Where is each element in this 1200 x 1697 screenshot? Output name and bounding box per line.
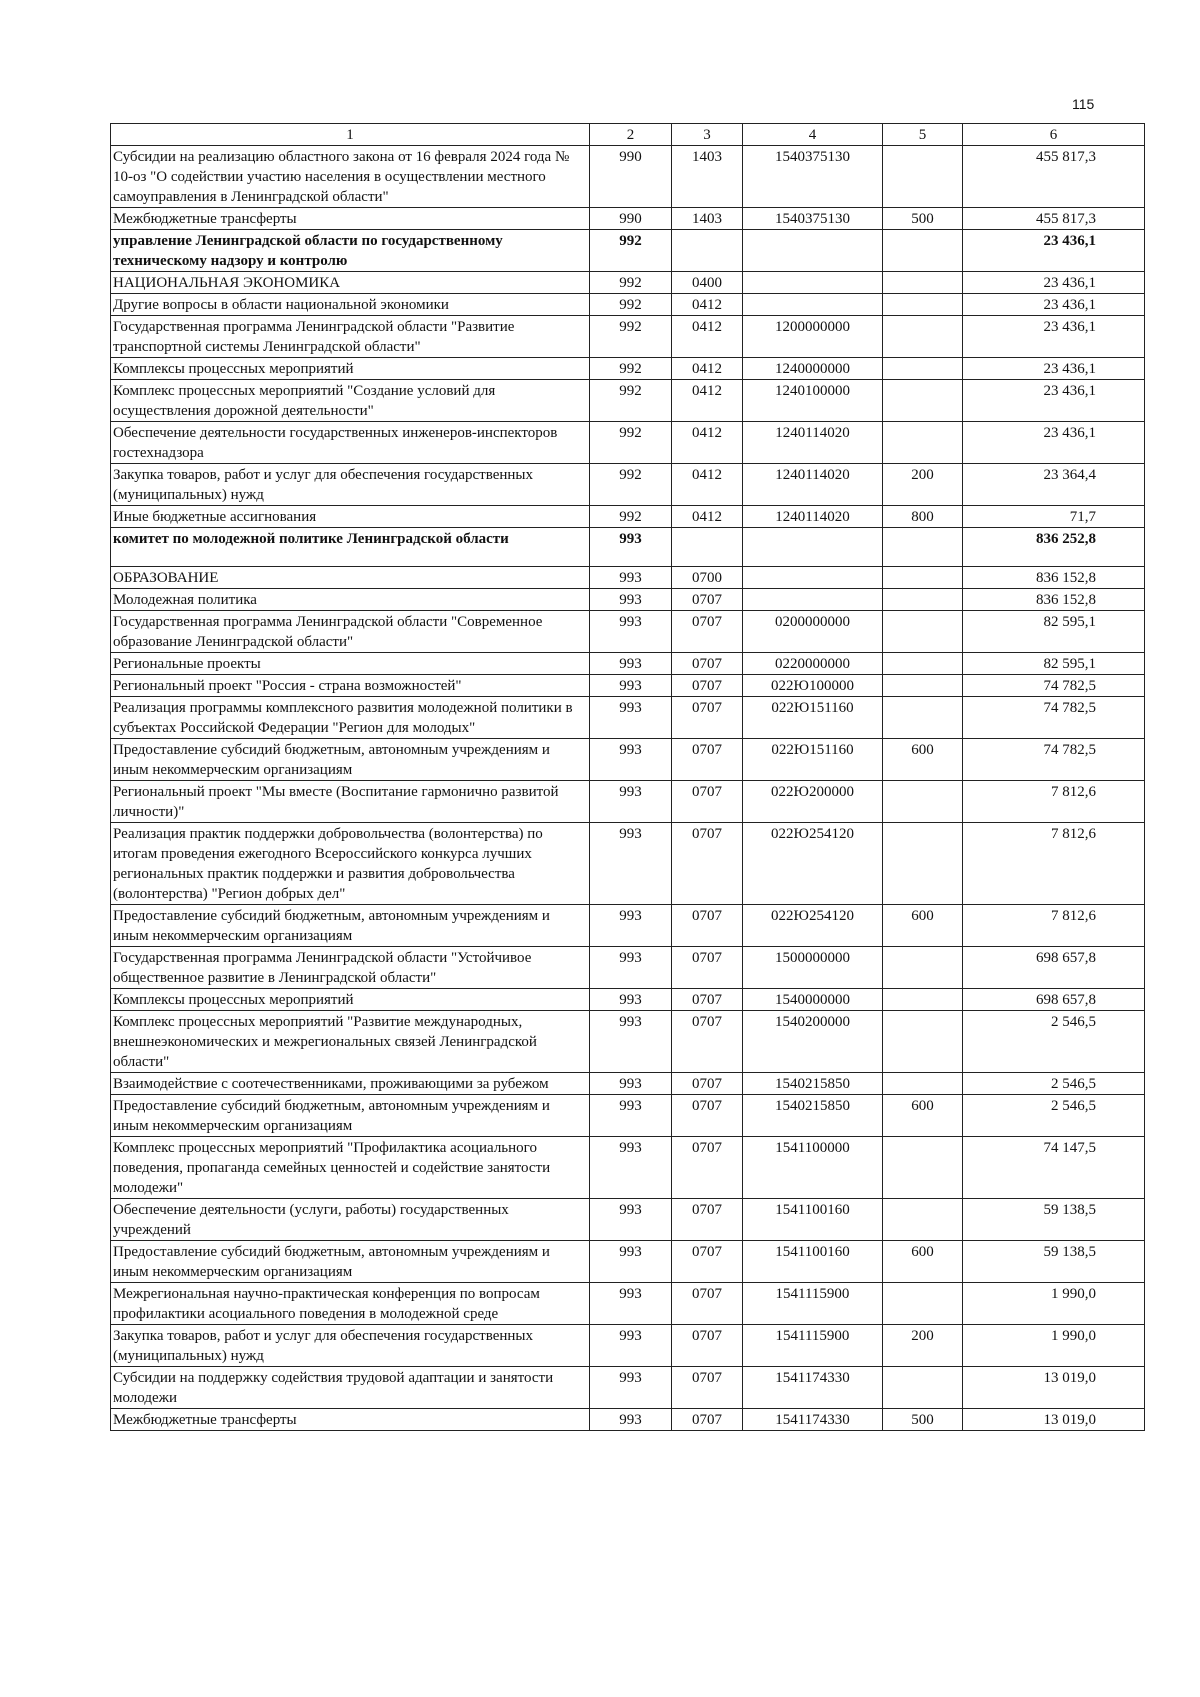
row-admin-code-cell: 992 (590, 422, 672, 464)
row-amount-cell: 71,7 (963, 506, 1145, 528)
row-target-code-cell: 1541100160 (743, 1241, 883, 1283)
row-amount-cell: 13 019,0 (963, 1367, 1145, 1409)
row-expense-type-cell (883, 1283, 963, 1325)
table-row (111, 316, 1145, 358)
row-target-code-cell: 1540215850 (743, 1095, 883, 1137)
row-admin-code-cell: 993 (590, 1409, 672, 1431)
row-name-cell: Субсидии на реализацию областного закона от 16 февраля 2024 года № 10-оз "О содействии участию населения в осуществлении местного самоуправления в Ленинградской области" (111, 146, 590, 208)
row-section-code-cell: 0707 (672, 1241, 743, 1283)
row-expense-type-cell (883, 589, 963, 611)
row-expense-type-cell (883, 146, 963, 208)
table-row (111, 1073, 1145, 1095)
row-name-cell: Закупка товаров, работ и услуг для обеспечения государственных (муниципальных) нужд (111, 1325, 590, 1367)
row-name-cell: Межбюджетные трансферты (111, 1409, 590, 1431)
row-amount-cell: 23 436,1 (963, 316, 1145, 358)
row-target-code-cell: 1540200000 (743, 1011, 883, 1073)
table-row (111, 1241, 1145, 1283)
row-target-code-cell: 1541174330 (743, 1409, 883, 1431)
row-expense-type-cell (883, 781, 963, 823)
row-name-cell: Взаимодействие с соотечественниками, проживающими за рубежом (111, 1073, 590, 1095)
row-admin-code-cell: 993 (590, 611, 672, 653)
row-amount-cell: 1 990,0 (963, 1325, 1145, 1367)
row-target-code-cell: 022Ю254120 (743, 905, 883, 947)
row-amount-cell: 74 147,5 (963, 1137, 1145, 1199)
row-name-cell: Комплекс процессных мероприятий "Развитие международных, внешнеэкономических и межрегиональных связей Ленинградской области" (111, 1011, 590, 1073)
row-amount-cell: 836 152,8 (963, 589, 1145, 611)
row-name-cell: Региональный проект "Россия - страна возможностей" (111, 675, 590, 697)
row-admin-code-cell: 992 (590, 358, 672, 380)
row-expense-type-cell: 600 (883, 1241, 963, 1283)
row-amount-cell: 2 546,5 (963, 1073, 1145, 1095)
row-name-cell: Другие вопросы в области национальной экономики (111, 294, 590, 316)
table-row (111, 528, 1145, 567)
row-admin-code-cell: 993 (590, 1095, 672, 1137)
row-amount-cell: 1 990,0 (963, 1283, 1145, 1325)
page-number: 115 (1072, 96, 1095, 112)
row-name-cell: Предоставление субсидий бюджетным, автономным учреждениям и иным некоммерческим организациям (111, 905, 590, 947)
row-amount-cell: 455 817,3 (963, 208, 1145, 230)
row-admin-code-cell: 993 (590, 823, 672, 905)
row-amount-cell: 23 436,1 (963, 272, 1145, 294)
row-section-code-cell: 0707 (672, 611, 743, 653)
row-section-code-cell: 1403 (672, 146, 743, 208)
row-admin-code-cell: 992 (590, 464, 672, 506)
row-admin-code-cell: 992 (590, 316, 672, 358)
row-section-code-cell: 0707 (672, 675, 743, 697)
row-target-code-cell: 0200000000 (743, 611, 883, 653)
row-admin-code-cell: 992 (590, 272, 672, 294)
row-name-cell: Комплексы процессных мероприятий (111, 989, 590, 1011)
row-admin-code-cell: 993 (590, 697, 672, 739)
row-expense-type-cell (883, 294, 963, 316)
row-section-code-cell: 0412 (672, 294, 743, 316)
row-name-cell: Государственная программа Ленинградской области "Развитие транспортной системы Ленинградской области" (111, 316, 590, 358)
row-expense-type-cell: 600 (883, 739, 963, 781)
table-row (111, 905, 1145, 947)
table-row (111, 989, 1145, 1011)
row-section-code-cell: 0400 (672, 272, 743, 294)
row-amount-cell: 59 138,5 (963, 1199, 1145, 1241)
row-amount-cell: 455 817,3 (963, 146, 1145, 208)
header-cell-4: 4 (743, 124, 883, 146)
row-amount-cell: 7 812,6 (963, 823, 1145, 905)
row-amount-cell: 74 782,5 (963, 697, 1145, 739)
header-cell-2: 2 (590, 124, 672, 146)
row-target-code-cell (743, 589, 883, 611)
row-expense-type-cell (883, 611, 963, 653)
row-admin-code-cell: 993 (590, 1199, 672, 1241)
table-row (111, 675, 1145, 697)
row-target-code-cell: 1200000000 (743, 316, 883, 358)
table-row (111, 697, 1145, 739)
row-expense-type-cell (883, 1199, 963, 1241)
table-row (111, 653, 1145, 675)
row-expense-type-cell (883, 1011, 963, 1073)
row-section-code-cell: 0707 (672, 823, 743, 905)
row-expense-type-cell (883, 989, 963, 1011)
row-admin-code-cell: 993 (590, 947, 672, 989)
row-expense-type-cell (883, 358, 963, 380)
row-section-code-cell: 0707 (672, 1011, 743, 1073)
row-amount-cell: 698 657,8 (963, 947, 1145, 989)
row-section-code-cell: 0707 (672, 589, 743, 611)
row-name-cell: Государственная программа Ленинградской области "Современное образование Ленинградской области" (111, 611, 590, 653)
row-name-cell: Комплексы процессных мероприятий (111, 358, 590, 380)
row-name-cell: ОБРАЗОВАНИЕ (111, 567, 590, 589)
row-amount-cell: 2 546,5 (963, 1095, 1145, 1137)
row-section-code-cell: 0707 (672, 1199, 743, 1241)
row-expense-type-cell: 600 (883, 1095, 963, 1137)
row-section-code-cell: 0707 (672, 947, 743, 989)
row-target-code-cell: 1240114020 (743, 422, 883, 464)
row-admin-code-cell: 993 (590, 653, 672, 675)
row-admin-code-cell: 993 (590, 1283, 672, 1325)
row-target-code-cell: 1541100160 (743, 1199, 883, 1241)
row-amount-cell: 74 782,5 (963, 675, 1145, 697)
row-section-code-cell: 0707 (672, 1367, 743, 1409)
row-expense-type-cell (883, 823, 963, 905)
row-name-cell: управление Ленинградской области по государственному техническому надзору и контролю (111, 230, 590, 272)
row-name-cell: Молодежная политика (111, 589, 590, 611)
row-amount-cell: 23 436,1 (963, 422, 1145, 464)
row-section-code-cell: 0707 (672, 1409, 743, 1431)
row-expense-type-cell (883, 422, 963, 464)
row-target-code-cell (743, 528, 883, 567)
row-target-code-cell: 0220000000 (743, 653, 883, 675)
row-target-code-cell: 1540215850 (743, 1073, 883, 1095)
row-expense-type-cell (883, 675, 963, 697)
row-admin-code-cell: 993 (590, 781, 672, 823)
row-section-code-cell: 0707 (672, 989, 743, 1011)
row-expense-type-cell (883, 230, 963, 272)
row-target-code-cell (743, 230, 883, 272)
table-row (111, 1409, 1145, 1431)
row-section-code-cell: 0707 (672, 905, 743, 947)
header-cell-3: 3 (672, 124, 743, 146)
row-name-cell: Обеспечение деятельности государственных инженеров-инспекторов гостехнадзора (111, 422, 590, 464)
table-row (111, 947, 1145, 989)
header-cell-1: 1 (111, 124, 590, 146)
row-section-code-cell: 0707 (672, 781, 743, 823)
table-row (111, 230, 1145, 272)
row-name-cell: Комплекс процессных мероприятий "Профилактика асоциального поведения, пропаганда семейных ценностей и содействие занятости молодежи" (111, 1137, 590, 1199)
table-row (111, 272, 1145, 294)
row-expense-type-cell: 200 (883, 1325, 963, 1367)
row-amount-cell: 23 436,1 (963, 358, 1145, 380)
row-section-code-cell: 0707 (672, 1073, 743, 1095)
table-row (111, 1011, 1145, 1073)
table-row (111, 358, 1145, 380)
row-target-code-cell: 1240000000 (743, 358, 883, 380)
row-expense-type-cell (883, 697, 963, 739)
row-target-code-cell: 1240114020 (743, 506, 883, 528)
row-section-code-cell: 0707 (672, 1137, 743, 1199)
table-row (111, 146, 1145, 208)
table-row (111, 1325, 1145, 1367)
row-expense-type-cell (883, 947, 963, 989)
row-expense-type-cell (883, 528, 963, 567)
row-target-code-cell: 022Ю100000 (743, 675, 883, 697)
row-amount-cell: 59 138,5 (963, 1241, 1145, 1283)
row-amount-cell: 23 436,1 (963, 380, 1145, 422)
row-expense-type-cell (883, 380, 963, 422)
row-amount-cell: 23 436,1 (963, 294, 1145, 316)
row-admin-code-cell: 993 (590, 1367, 672, 1409)
row-section-code-cell: 0700 (672, 567, 743, 589)
row-name-cell: Предоставление субсидий бюджетным, автономным учреждениям и иным некоммерческим организациям (111, 1241, 590, 1283)
row-section-code-cell: 0412 (672, 380, 743, 422)
table-row (111, 781, 1145, 823)
row-amount-cell: 82 595,1 (963, 611, 1145, 653)
header-cell-5: 5 (883, 124, 963, 146)
row-name-cell: Предоставление субсидий бюджетным, автономным учреждениям и иным некоммерческим организациям (111, 1095, 590, 1137)
row-target-code-cell: 1240114020 (743, 464, 883, 506)
row-amount-cell: 698 657,8 (963, 989, 1145, 1011)
row-expense-type-cell (883, 1367, 963, 1409)
row-amount-cell: 7 812,6 (963, 781, 1145, 823)
table-row (111, 506, 1145, 528)
row-admin-code-cell: 992 (590, 294, 672, 316)
row-section-code-cell: 0707 (672, 653, 743, 675)
table-row (111, 567, 1145, 589)
row-admin-code-cell: 993 (590, 528, 672, 567)
row-target-code-cell: 022Ю151160 (743, 739, 883, 781)
row-admin-code-cell: 993 (590, 1325, 672, 1367)
row-expense-type-cell (883, 567, 963, 589)
row-admin-code-cell: 993 (590, 589, 672, 611)
table-row (111, 611, 1145, 653)
row-expense-type-cell (883, 272, 963, 294)
row-target-code-cell: 1541100000 (743, 1137, 883, 1199)
row-admin-code-cell: 993 (590, 1011, 672, 1073)
row-name-cell: Реализация программы комплексного развития молодежной политики в субъектах Российской Федерации "Регион для молодых" (111, 697, 590, 739)
row-section-code-cell: 1403 (672, 208, 743, 230)
row-admin-code-cell: 992 (590, 230, 672, 272)
row-name-cell: Субсидии на поддержку содействия трудовой адаптации и занятости молодежи (111, 1367, 590, 1409)
header-row (111, 124, 1145, 146)
row-amount-cell: 23 436,1 (963, 230, 1145, 272)
row-name-cell: Предоставление субсидий бюджетным, автономным учреждениям и иным некоммерческим организациям (111, 739, 590, 781)
row-expense-type-cell: 600 (883, 905, 963, 947)
table-row (111, 1283, 1145, 1325)
row-expense-type-cell: 200 (883, 464, 963, 506)
row-target-code-cell: 1540375130 (743, 146, 883, 208)
row-amount-cell: 7 812,6 (963, 905, 1145, 947)
row-name-cell: Обеспечение деятельности (услуги, работы) государственных учреждений (111, 1199, 590, 1241)
row-name-cell: Государственная программа Ленинградской области "Устойчивое общественное развитие в Ленинградской области" (111, 947, 590, 989)
row-target-code-cell (743, 567, 883, 589)
row-amount-cell: 74 782,5 (963, 739, 1145, 781)
row-section-code-cell: 0412 (672, 506, 743, 528)
row-admin-code-cell: 993 (590, 739, 672, 781)
row-section-code-cell: 0412 (672, 464, 743, 506)
row-name-cell: Региональные проекты (111, 653, 590, 675)
row-expense-type-cell (883, 653, 963, 675)
row-name-cell: Реализация практик поддержки добровольчества (волонтерства) по итогам проведения ежегодного Всероссийского конкурса лучших региональных практик поддержки и развития добровольчества (волонтерства) "Регион добрых дел" (111, 823, 590, 905)
row-amount-cell: 23 364,4 (963, 464, 1145, 506)
row-name-cell: Комплекс процессных мероприятий "Создание условий для осуществления дорожной деятельности" (111, 380, 590, 422)
row-amount-cell: 13 019,0 (963, 1409, 1145, 1431)
row-expense-type-cell: 500 (883, 1409, 963, 1431)
row-admin-code-cell: 993 (590, 989, 672, 1011)
row-section-code-cell: 0707 (672, 1283, 743, 1325)
row-name-cell: комитет по молодежной политике Ленинградской области (111, 528, 590, 567)
row-target-code-cell: 1541174330 (743, 1367, 883, 1409)
table-row (111, 294, 1145, 316)
row-name-cell: Межрегиональная научно-практическая конференция по вопросам профилактики асоциального поведения в молодежной среде (111, 1283, 590, 1325)
row-target-code-cell: 1540000000 (743, 989, 883, 1011)
row-target-code-cell: 022Ю151160 (743, 697, 883, 739)
table-row (111, 464, 1145, 506)
table-row (111, 1095, 1145, 1137)
row-amount-cell: 2 546,5 (963, 1011, 1145, 1073)
header-cell-6: 6 (963, 124, 1145, 146)
row-admin-code-cell: 990 (590, 208, 672, 230)
table-row (111, 1367, 1145, 1409)
table-row (111, 208, 1145, 230)
row-name-cell: Региональный проект "Мы вместе (Воспитание гармонично развитой личности)" (111, 781, 590, 823)
row-section-code-cell (672, 528, 743, 567)
row-name-cell: Иные бюджетные ассигнования (111, 506, 590, 528)
row-target-code-cell (743, 294, 883, 316)
table-row (111, 1199, 1145, 1241)
row-section-code-cell: 0412 (672, 422, 743, 464)
row-section-code-cell: 0412 (672, 358, 743, 380)
row-target-code-cell: 1541115900 (743, 1325, 883, 1367)
row-section-code-cell: 0707 (672, 697, 743, 739)
row-section-code-cell (672, 230, 743, 272)
table-body (111, 124, 1145, 1431)
row-admin-code-cell: 993 (590, 567, 672, 589)
table-row (111, 823, 1145, 905)
row-section-code-cell: 0707 (672, 1325, 743, 1367)
row-amount-cell: 82 595,1 (963, 653, 1145, 675)
row-target-code-cell: 022Ю254120 (743, 823, 883, 905)
row-admin-code-cell: 992 (590, 380, 672, 422)
budget-table (110, 123, 1145, 1431)
row-admin-code-cell: 992 (590, 506, 672, 528)
row-name-cell: Межбюджетные трансферты (111, 208, 590, 230)
row-section-code-cell: 0707 (672, 1095, 743, 1137)
row-admin-code-cell: 993 (590, 1073, 672, 1095)
row-name-cell: Закупка товаров, работ и услуг для обеспечения государственных (муниципальных) нужд (111, 464, 590, 506)
row-target-code-cell: 022Ю200000 (743, 781, 883, 823)
row-section-code-cell: 0707 (672, 739, 743, 781)
row-admin-code-cell: 993 (590, 1137, 672, 1199)
table-row (111, 422, 1145, 464)
table-row (111, 739, 1145, 781)
row-admin-code-cell: 993 (590, 905, 672, 947)
row-expense-type-cell (883, 1073, 963, 1095)
row-admin-code-cell: 993 (590, 1241, 672, 1283)
row-section-code-cell: 0412 (672, 316, 743, 358)
row-admin-code-cell: 993 (590, 675, 672, 697)
table-row (111, 1137, 1145, 1199)
row-expense-type-cell: 800 (883, 506, 963, 528)
row-target-code-cell: 1541115900 (743, 1283, 883, 1325)
row-amount-cell: 836 252,8 (963, 528, 1145, 567)
row-expense-type-cell (883, 316, 963, 358)
row-target-code-cell: 1540375130 (743, 208, 883, 230)
row-admin-code-cell: 990 (590, 146, 672, 208)
table-row (111, 380, 1145, 422)
row-expense-type-cell: 500 (883, 208, 963, 230)
row-target-code-cell: 1500000000 (743, 947, 883, 989)
row-name-cell: НАЦИОНАЛЬНАЯ ЭКОНОМИКА (111, 272, 590, 294)
row-target-code-cell (743, 272, 883, 294)
row-amount-cell: 836 152,8 (963, 567, 1145, 589)
row-target-code-cell: 1240100000 (743, 380, 883, 422)
row-expense-type-cell (883, 1137, 963, 1199)
table-row (111, 589, 1145, 611)
